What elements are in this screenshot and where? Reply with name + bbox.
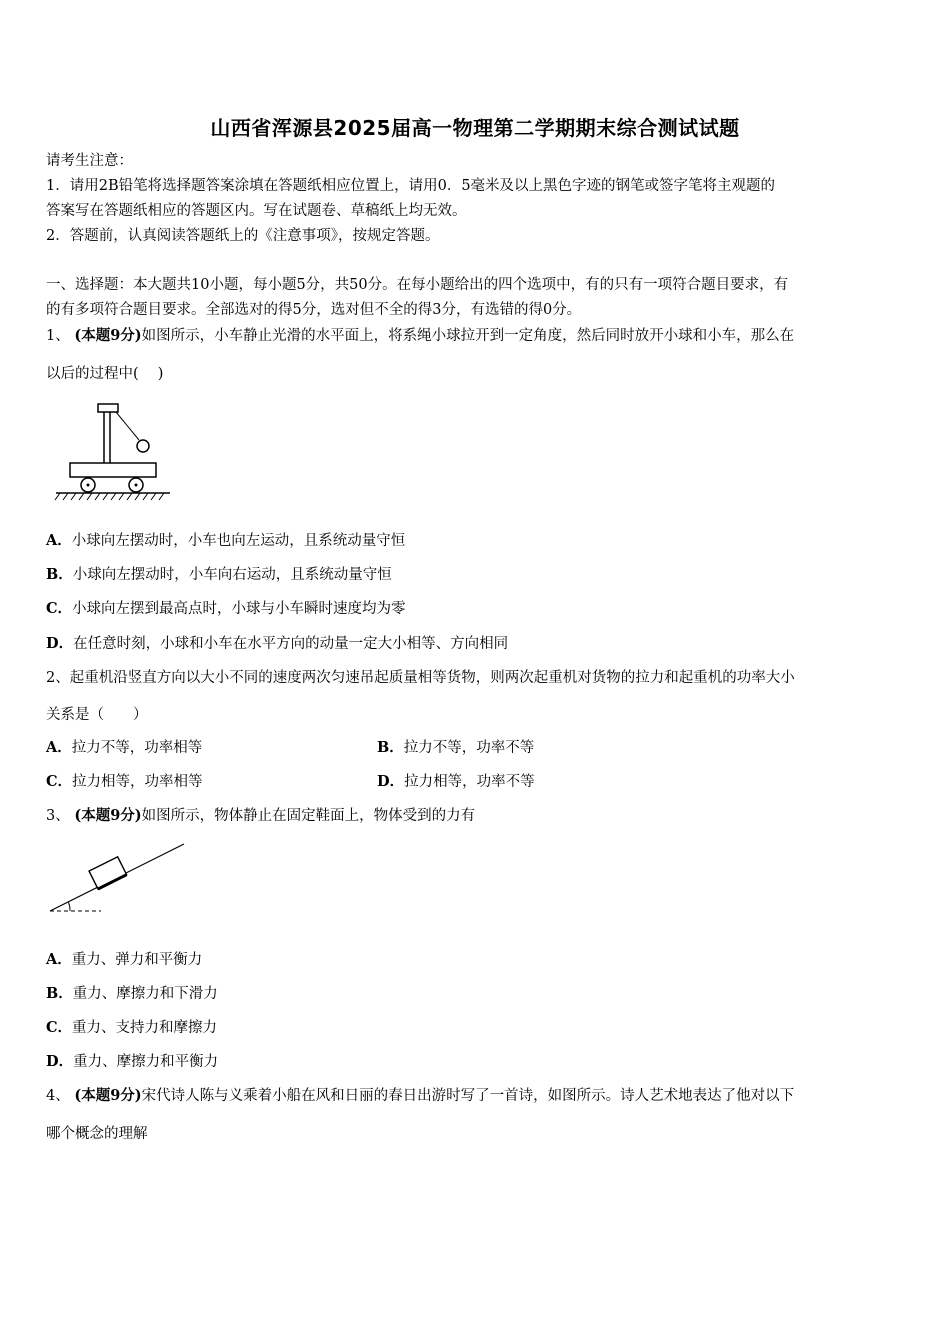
notice-item-2: 2．答题前，认真阅读答题纸上的《注意事项》，按规定答题。 [46,228,440,244]
option-text: 重力、支持力和摩擦力 [72,1020,218,1036]
option-label: B． [377,739,404,756]
page-title: 山西省浑源县2025届高一物理第二学期期末综合测试试题 [210,116,740,140]
question-4 [46,1086,908,1106]
option-label: D． [46,635,74,652]
option-text: 拉力不等，功率相等 [71,740,203,756]
option-text: 小球向左摆动时，小车向右运动，且系统动量守恒 [72,567,392,583]
q2-option-b [377,738,534,758]
option-label: A． [46,951,72,968]
question-score: (本题9分) [74,327,142,344]
option-label: A． [46,739,72,756]
option-label: C． [46,600,73,617]
notice-item-1: 1．请用2B铅笔将选择题答案涂填在答题纸相应位置上，请用0．5毫米及以上黑色字迹的钢笔或签字笔将主观题的 [46,178,776,194]
question-score: (本题9分) [74,807,142,824]
notice-item-1-cont: 答案写在答题纸相应的答题区内。写在试题卷、草稿纸上均无效。 [46,203,467,219]
incline-block-figure [46,840,191,920]
q3-option-a [46,950,908,970]
option-text: 拉力相等，功率不等 [404,774,535,790]
question-number: 1、 [46,328,70,344]
question-text: 如图所示，小车静止光滑的水平面上，将系绳小球拉开到一定角度，然后同时放开小球和小车，那么在 [141,328,795,344]
option-text: 小球向左摆到最高点时，小球与小车瞬时速度均为零 [72,601,406,617]
q2-option-a [46,738,346,758]
question-2-cont: 关系是（ ） [46,707,148,723]
question-number: 4、 [46,1088,70,1104]
option-text: 重力、摩擦力和平衡力 [73,1054,219,1070]
section-instructions-cont: 的有多项符合题目要求。全部选对的得5分，选对但不全的得3分，有选错的得0分。 [46,302,582,318]
option-label: A． [46,532,72,549]
option-label: B． [46,985,73,1002]
question-4-cont: 哪个概念的理解 [46,1126,148,1142]
notice-heading: 请考生注意： [46,153,133,169]
section-instructions: 一、选择题：本大题共10小题，每小题5分，共50分。在每小题给出的四个选项中，有的只有一项符合题目要求，有 [46,277,789,293]
q1-option-c [46,599,908,619]
question-3 [46,806,908,826]
question-1-cont: 以后的过程中( ) [46,366,164,382]
option-label: C． [46,773,73,790]
option-text: 重力、摩擦力和下滑力 [72,986,218,1002]
q2-option-c [46,772,346,792]
cart-pendulum-figure [54,400,174,504]
q2-option-d [377,772,535,792]
question-2: 2、起重机沿竖直方向以大小不同的速度两次匀速吊起质量相等货物，则两次起重机对货物的拉力和起重机的功率大小 [46,670,795,686]
question-number: 3、 [46,808,70,824]
question-score: (本题9分) [74,1087,142,1104]
q3-option-c [46,1018,908,1038]
question-text: 宋代诗人陈与义乘着小船在风和日丽的春日出游时写了一首诗，如图所示。诗人艺术地表达了他对以下 [141,1088,795,1104]
q1-option-d [46,634,908,654]
option-text: 小球向左摆动时，小车也向左运动，且系统动量守恒 [71,533,406,549]
option-label: D． [46,1053,74,1070]
question-1 [46,326,908,346]
q1-option-b [46,565,908,585]
option-text: 拉力不等，功率不等 [403,740,535,756]
option-label: C． [46,1019,73,1036]
q3-option-d [46,1052,908,1072]
option-text: 在任意时刻，小球和小车在水平方向的动量一定大小相等、方向相同 [73,636,509,652]
option-text: 重力、弹力和平衡力 [71,952,203,968]
q1-option-a [46,531,908,551]
option-label: D． [377,773,405,790]
q3-option-b [46,984,908,1004]
option-text: 拉力相等，功率相等 [72,774,203,790]
question-text: 如图所示，物体静止在固定鞋面上，物体受到的力有 [141,808,476,824]
option-label: B． [46,566,73,583]
